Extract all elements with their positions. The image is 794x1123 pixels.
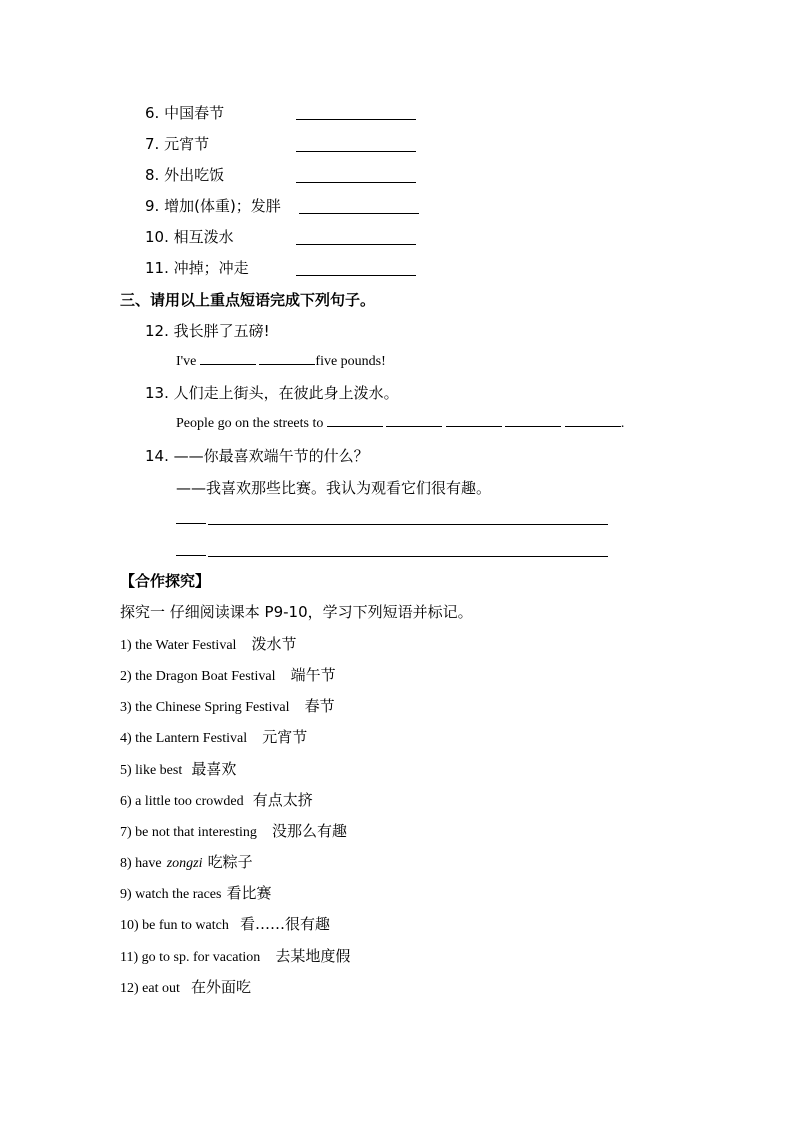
phrase-en: 5) like best (120, 763, 183, 778)
phrase-8 (120, 851, 253, 872)
answer-blank-10[interactable] (296, 244, 416, 245)
phrase-5 (120, 758, 236, 779)
answer-blank-6[interactable] (296, 119, 416, 120)
phrase-11 (120, 945, 350, 966)
phrase-cn: 最喜欢 (191, 760, 237, 778)
phrase-en: 12) eat out (120, 981, 180, 996)
phrase-cn: 在外面吃 (190, 978, 251, 996)
vocab-item-8 (145, 164, 224, 185)
item-number: 8. (145, 166, 160, 184)
question-number: 12. (145, 322, 169, 340)
phrase-2 (120, 664, 336, 685)
vocab-item-9 (145, 195, 281, 216)
phrase-7 (120, 820, 347, 841)
answer-blank-7[interactable] (296, 151, 416, 152)
phrase-4 (120, 726, 307, 747)
phrase-cn: 看比赛 (226, 884, 272, 902)
phrase-en: 9) watch the races (120, 887, 222, 902)
phrase-en-italic: zongzi (166, 856, 203, 871)
explore-1-heading: 探究一 仔细阅读课本 P9-10，学习下列短语并标记。 (120, 603, 473, 621)
answer-blank[interactable] (327, 414, 383, 427)
phrase-cn: 看……很有趣 (239, 915, 330, 933)
question-number: 14. (145, 447, 169, 465)
answer-blank-9[interactable] (299, 213, 419, 214)
phrase-10 (120, 913, 330, 934)
section3-title: 三、请用以上重点短语完成下列句子。 (120, 291, 376, 309)
item-number: 7. (145, 135, 160, 153)
sentence-start: I've (176, 354, 197, 369)
vocab-item-6 (145, 102, 224, 123)
question-14-line2: ——我喜欢那些比赛。我认为观看它们很有趣。 (176, 479, 492, 497)
phrase-cn: 吃粽子 (207, 853, 253, 871)
answer-blank[interactable] (200, 352, 256, 365)
phrase-en: 2) the Dragon Boat Festival (120, 669, 276, 684)
answer-blank[interactable] (565, 414, 621, 427)
item-text: 冲掉；冲走 (173, 259, 249, 277)
phrase-1 (120, 633, 297, 654)
item-text: 增加(体重)；发胖 (164, 197, 281, 215)
item-text: 元宵节 (164, 135, 210, 153)
phrase-cn: 没那么有趣 (271, 822, 347, 840)
item-number: 9. (145, 197, 160, 215)
phrase-en: 7) be not that interesting (120, 825, 257, 840)
answer-line-1[interactable] (208, 524, 608, 525)
vocab-item-7 (145, 133, 209, 154)
item-text: 相互泼水 (173, 228, 234, 246)
question-number: 13. (145, 384, 169, 402)
phrase-en: 3) the Chinese Spring Festival (120, 700, 290, 715)
question-12 (145, 320, 270, 341)
question-13 (145, 382, 399, 403)
phrase-en: 11) go to sp. for vacation (120, 950, 261, 965)
dash-mark (176, 523, 206, 524)
vocab-item-10 (145, 226, 234, 247)
question-cn: 人们走上街头，在彼此身上泼水。 (173, 384, 399, 402)
vocab-item-11 (145, 257, 249, 278)
phrase-en: 10) be fun to watch (120, 918, 229, 933)
phrase-cn: 去某地度假 (275, 947, 351, 965)
phrase-6 (120, 789, 313, 810)
question-13-en (176, 414, 624, 432)
answer-blank-11[interactable] (296, 275, 416, 276)
coop-title: 【合作探究】 (120, 572, 211, 590)
phrase-cn: 春节 (304, 697, 335, 715)
phrase-9 (120, 882, 272, 903)
item-number: 11. (145, 259, 169, 277)
item-number: 10. (145, 228, 169, 246)
sentence-end: . (620, 416, 625, 431)
phrase-en: 6) a little too crowded (120, 794, 244, 809)
phrase-en: 4) the Lantern Festival (120, 731, 248, 746)
answer-blank[interactable] (259, 352, 315, 365)
phrase-cn: 元宵节 (262, 728, 308, 746)
sentence-end: five pounds! (315, 354, 386, 369)
question-cn: 我长胖了五磅! (173, 322, 270, 340)
question-line1: ——你最喜欢端午节的什么？ (173, 447, 369, 465)
answer-line-2[interactable] (208, 556, 608, 557)
question-12-en (176, 352, 386, 370)
answer-blank-8[interactable] (296, 182, 416, 183)
item-number: 6. (145, 104, 160, 122)
answer-blank[interactable] (505, 414, 561, 427)
phrase-cn: 有点太挤 (252, 791, 313, 809)
answer-blank[interactable] (386, 414, 442, 427)
phrase-cn: 端午节 (290, 666, 336, 684)
phrase-en: 1) the Water Festival (120, 638, 237, 653)
question-14 (145, 445, 369, 466)
item-text: 中国春节 (164, 104, 225, 122)
phrase-12 (120, 976, 251, 997)
phrase-3 (120, 695, 335, 716)
answer-blank[interactable] (446, 414, 502, 427)
dash-mark (176, 555, 206, 556)
phrase-en: 8) have (120, 856, 162, 871)
phrase-cn: 泼水节 (251, 635, 297, 653)
item-text: 外出吃饭 (164, 166, 225, 184)
sentence-start: People go on the streets to (176, 416, 324, 431)
